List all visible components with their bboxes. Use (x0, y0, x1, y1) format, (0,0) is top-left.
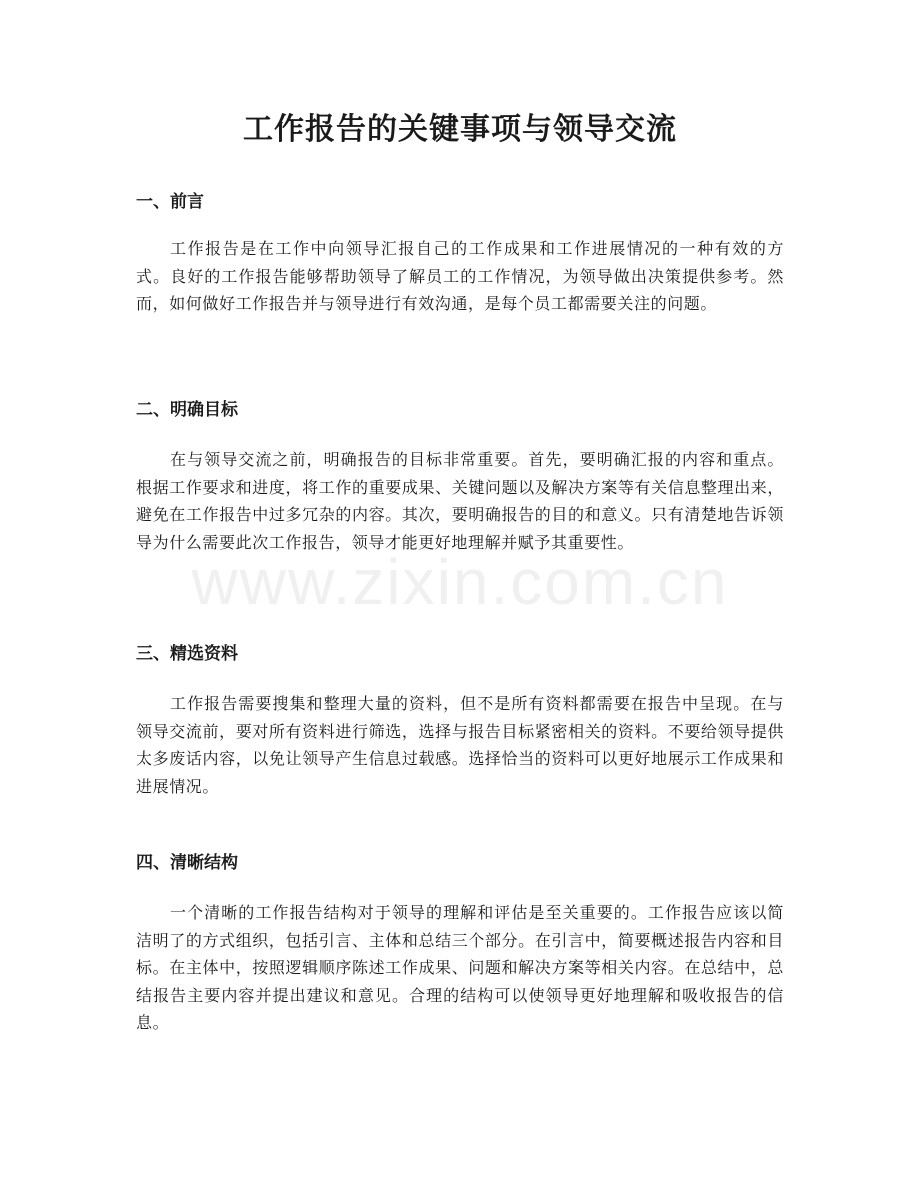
watermark: www.zixin.com.cn (191, 546, 729, 618)
section-heading-preface: 一、前言 (136, 192, 204, 212)
section-heading-structure: 四、清晰结构 (136, 853, 238, 873)
section-body-preface: 工作报告是在工作中向领导汇报自己的工作成果和工作进展情况的一种有效的方式。良好的工作报告能够帮助领导了解员工的工作情况，为领导做出决策提供参考。然而，如何做好工作报告并与领导进行有效沟通，是每个员工都需要关注的问题。 (136, 239, 784, 313)
section-body-goals: 在与领导交流之前，明确报告的目标非常重要。首先，要明确汇报的内容和重点。根据工作要求和进度，将工作的重要成果、关键问题以及解决方案等有关信息整理出来，避免在工作报告中过多冗杂的内容。其次，要明确报告的目的和意义。只有清楚地告诉领导为什么需要此次工作报告，领导才能更好地理解并赋予其重要性。 (136, 450, 784, 552)
section-body-structure: 一个清晰的工作报告结构对于领导的理解和评估是至关重要的。工作报告应该以简洁明了的方式组织，包括引言、主体和总结三个部分。在引言中，简要概述报告内容和目标。在主体中，按照逻辑顺序陈述工作成果、问题和解决方案等相关内容。在总结中，总结报告主要内容并提出建议和意见。合理的结构可以使领导更好地理解和吸收报告的信息。 (136, 903, 784, 1032)
section-heading-materials: 三、精选资料 (136, 644, 238, 664)
page-title: 工作报告的关键事项与领导交流 (243, 112, 677, 147)
section-heading-goals: 二、明确目标 (136, 400, 238, 420)
section-body-materials: 工作报告需要搜集和整理大量的资料，但不是所有资料都需要在报告中呈现。在与领导交流前，要对所有资料进行筛选，选择与报告目标紧密相关的资料。不要给领导提供太多废话内容，以免让领导产生信息过载感。选择恰当的资料可以更好地展示工作成果和进展情况。 (136, 694, 784, 796)
